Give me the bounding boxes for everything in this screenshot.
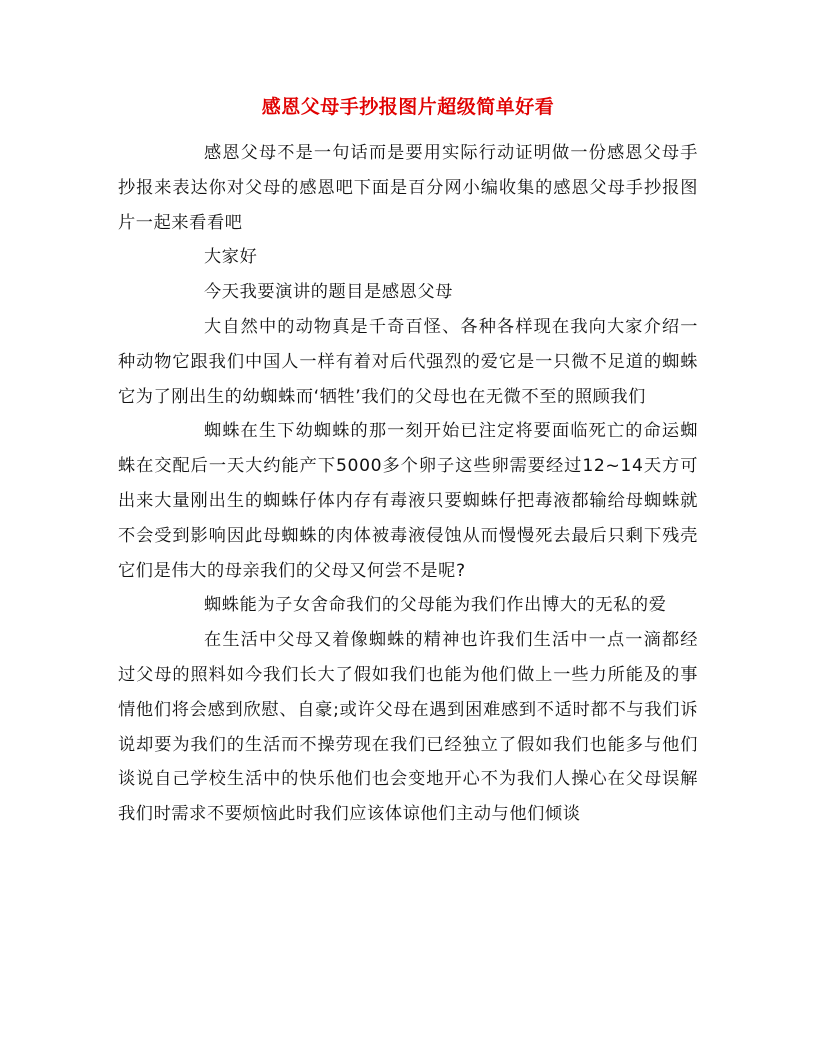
document-body <box>118 136 698 832</box>
paragraph-sacrifice: 蜘蛛能为子女舍命我们的父母能为我们作出博大的无私的爱 <box>204 595 667 616</box>
page-title: 感恩父母手抄报图片超级简单好看 <box>261 96 555 118</box>
paragraph-topic: 今天我要演讲的题目是感恩父母 <box>204 282 454 303</box>
paragraph-greeting: 大家好 <box>204 247 258 268</box>
paragraph-spider-intro: 大自然中的动物真是千奇百怪、各种各样现在我向大家介绍一种动物它跟我们中国人一样有着对后代强烈的爱它是一只微不足道的蜘蛛它为了刚出生的幼蜘蛛而‘牺牲’我们的父母也在无微不至的照顾我们 <box>118 316 698 407</box>
paragraph-spider-story: 蜘蛛在生下幼蜘蛛的那一刻开始已注定将要面临死亡的命运蜘蛛在交配后一天大约能产下5000多个卵子这些卵需要经过12~14天方可出来大量刚出生的蜘蛛仔体内存有毒液只要蜘蛛仔把毒液都输给母蜘蛛就不会受到影响因此母蜘蛛的肉体被毒液侵蚀从而慢慢死去最后只剩下残壳它们是伟大的母亲我们的父母又何尝不是呢? <box>118 421 698 581</box>
paragraph-conclusion: 在生活中父母又着像蜘蛛的精神也许我们生活中一点一滴都经过父母的照料如今我们长大了假如我们也能为他们做上一些力所能及的事情他们将会感到欣慰、自豪;或许父母在遇到困难感到不适时都不与我们诉说却要为我们的生活而不操劳现在我们已经独立了假如我们也能多与他们谈说自己学校生活中的快乐他们也会变地开心不为我们人操心在父母误解我们时需求不要烦恼此时我们应该体谅他们主动与他们倾谈 <box>118 630 698 825</box>
paragraph-intro: 感恩父母不是一句话而是要用实际行动证明做一份感恩父母手抄报来表达你对父母的感恩吧下面是百分网小编收集的感恩父母手抄报图片一起来看看吧 <box>118 143 698 233</box>
